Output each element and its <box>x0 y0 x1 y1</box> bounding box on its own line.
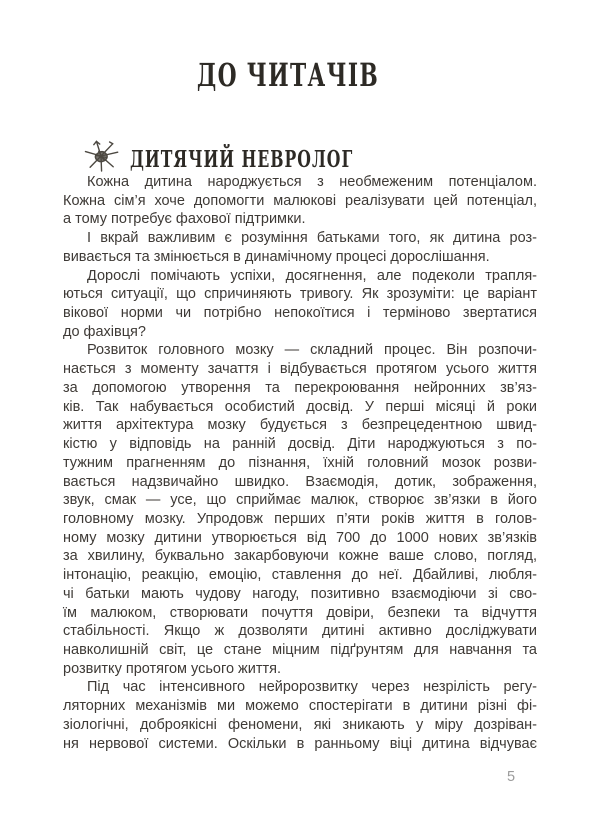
page-title: ДО ЧИТАЧІВ <box>196 56 380 94</box>
page-title-row <box>0 56 588 94</box>
text-line: нається з моменту зачаття і відбувається протягом усього життя <box>63 361 537 378</box>
text-line: інтонацію, реакцію, емоцію, ставлення до неї. Дбайливі, любля- <box>63 567 537 584</box>
text-line: І вкрай важливим є розуміння батьками того, як дитина роз- <box>87 230 537 247</box>
text-line: стабільності. Якщо ж дозволяти дитині активно досліджувати <box>63 623 537 640</box>
text-line: розвитку протягом усього життя. <box>63 660 282 677</box>
text-line: кістю у відповідь на ранній досвід. Діти народжуються з по- <box>63 436 537 453</box>
text-line: Розвиток головного мозку — складний процес. Він розпочи- <box>87 342 537 359</box>
section-heading-row <box>130 148 458 171</box>
text-line: ків. Так набувається особистий досвід. У перші місяці й роки <box>63 398 537 415</box>
body-text <box>63 173 537 753</box>
text-line: Під час інтенсивного нейророзвитку через незрілість регу- <box>87 679 537 696</box>
text-line: Кожна сім’я хоче допомогти малюкові реалізувати цей потенціал, <box>63 192 537 209</box>
text-line: ються ситуації, що спричиняють тривогу. Як зрозуміти: це варіант <box>63 286 537 303</box>
text-line: чі батьки мають чудову нагоду, позитивно взаємодіючи зі сво- <box>63 585 537 602</box>
text-line: головному мозку. Упродовж перших п’яти років життя в голов- <box>63 510 537 527</box>
text-line: вивається та змінюється в динамічному процесі дорослішання. <box>63 248 490 265</box>
text-line: зіологічні, доброякісні феномени, які зникають у міру дозріван- <box>63 716 537 733</box>
section-heading: ДИТЯЧИЙ НЕВРОЛОГ <box>130 146 354 173</box>
text-line: їм малюком, створювати почуття довіри, безпеки та відчуття <box>63 604 537 621</box>
text-line: звук, смак — усе, що сприймає малюк, створює зв’язки в його <box>63 492 537 509</box>
text-line: Кожна дитина народжується з необмеженим потенціалом. <box>87 174 537 190</box>
text-line: життя архітектура мозку будується з безпрецедентною швид- <box>63 417 537 434</box>
page-number: 5 <box>506 769 516 785</box>
text-line: за хвилину, буквально закарбовуючи кожне ваше слово, погляд, <box>63 548 537 565</box>
neuron-sketch-icon <box>81 138 121 176</box>
text-line: ному мозку дитини утворюється від 700 до 1000 нових зв’язків <box>63 529 537 546</box>
text-line: Дорослі помічають успіхи, досягнення, але подеколи трапля- <box>87 267 537 284</box>
text-line: навколишній світ, це стане міцним підґрунтям для навчання та <box>63 641 537 658</box>
text-line: вається надзвичайно швидко. Взаємодія, дотик, зображення, <box>63 473 537 490</box>
text-line: до фахівця? <box>63 323 146 340</box>
text-line: вікової норми чи потрібно непокоїтися і терміново звертатися <box>63 305 537 322</box>
text-line: ляторних механізмів ми можемо спостерігати в дитини різні фі- <box>63 698 537 715</box>
text-line: тужним прагненням до пізнання, їхній головний мозок розви- <box>63 454 537 471</box>
text-line: а тому потребує фахової підтримки. <box>63 211 306 228</box>
text-line: ня нервової системи. Оскільки в ранньому віці дитина відчуває <box>63 735 537 752</box>
text-line: за допомогою утворення та перекроювання нейронних зв’яз- <box>63 379 537 396</box>
